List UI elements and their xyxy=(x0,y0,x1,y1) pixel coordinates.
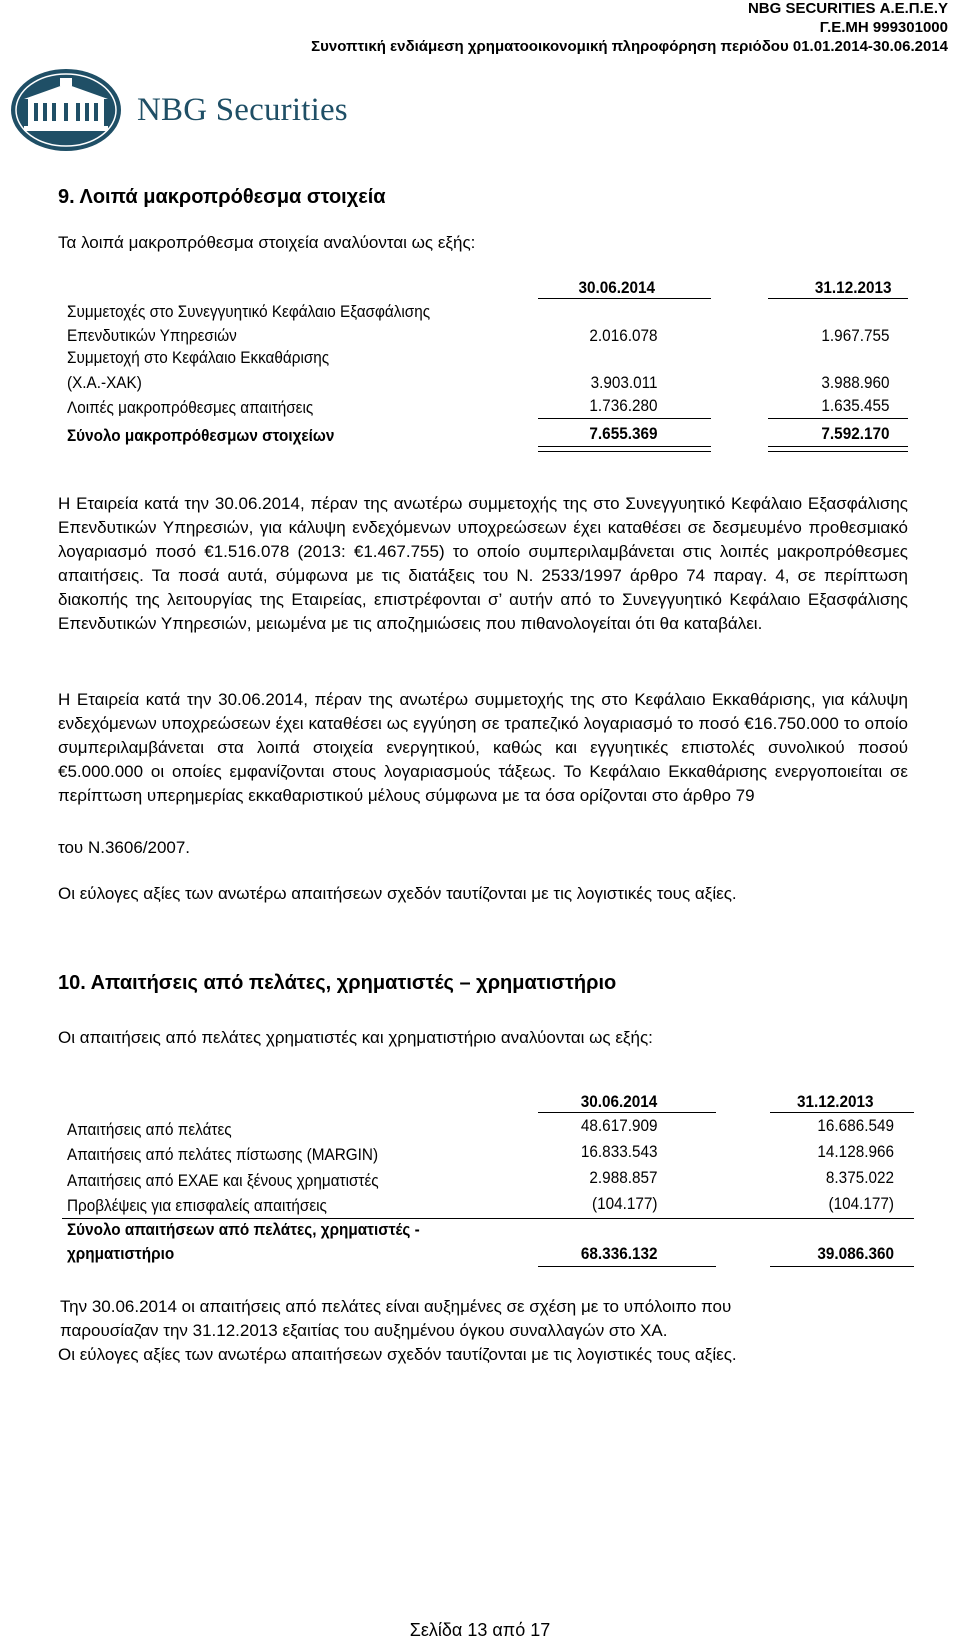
total-double-underline xyxy=(768,446,908,452)
total-label: Σύνολο απαιτήσεων από πελάτες, χρηματιστές - xyxy=(67,1220,420,1239)
header-underline xyxy=(768,298,908,299)
row-value-2013: 3.988.960 xyxy=(821,373,890,392)
header-registry: Γ.Ε.ΜΗ 999301000 xyxy=(819,19,948,36)
row-label: Συμμετοχή στο Κεφάλαιο Εκκαθάρισης xyxy=(67,348,330,367)
row-value-2013: 1.967.755 xyxy=(821,326,890,345)
col-header-2014: 30.06.2014 xyxy=(578,278,656,297)
row-label: Απαιτήσεις από πελάτες xyxy=(67,1120,232,1139)
total-value-2013: 39.086.360 xyxy=(817,1244,894,1263)
row-value-2014: 48.617.909 xyxy=(580,1116,658,1135)
section-9-title: 9. Λοιπά μακροπρόθεσμα στοιχεία xyxy=(58,186,386,208)
row-label: Συμμετοχές στο Συνεγγυητικό Κεφάλαιο Εξασφάλισης xyxy=(67,302,431,321)
row-value-2013: 1.635.455 xyxy=(821,396,890,415)
page-number: Σελίδα 13 από 17 xyxy=(409,1620,551,1640)
row-value-2014: 2.016.078 xyxy=(589,326,658,345)
row-label: Λοιπές μακροπρόθεσμες απαιτήσεις xyxy=(67,398,314,417)
header-company: NBG SECURITIES Α.Ε.Π.Ε.Υ xyxy=(747,0,948,17)
subtotal-underline xyxy=(62,1218,914,1219)
col-header-2013: 31.12.2013 xyxy=(796,1092,874,1111)
row-label: Επενδυτικών Υπηρεσιών xyxy=(67,326,237,345)
section-9-intro: Τα λοιπά μακροπρόθεσμα στοιχεία αναλύονται ως εξής: xyxy=(58,233,476,252)
row-value-2014: 1.736.280 xyxy=(589,396,658,415)
section-9-paragraph-1: Η Εταιρεία κατά την 30.06.2014, πέραν της ανωτέρω συμμετοχής της στο Συνεγγυητικό Κεφάλαιο Εξασφάλισης Επενδυτικών Υπηρεσιών, για κάλυψη ενδεχόμενων υποχρεώσεων έχει καταθέσει σε δεσμευμένο προθεσμιακό λογαριασμό ποσό €1.516.078 (2013: €1.467.755) το οποίο συμπεριλαμβάνεται στις λοιπές μακροπρόθεσμες απαιτήσεις. Τα ποσά αυτά, σύμφωνα με τις διατάξεις του Ν. 2533/1997 άρθρο 74 παραγ. 4, σε περίπτωση διακοπής της λειτουργίας της Εταιρείας, επιστρέφονται σ’ αυτήν από το Συνεγγυητικό Κεφάλαιο Εξασφάλισης Επενδυτικών Υπηρεσιών, μειωμένα με τις αποζημιώσεις που πιθανολογείται ότι θα καταβάλει. xyxy=(58,494,908,633)
row-value-2013: (104.177) xyxy=(828,1194,894,1213)
total-value-2014: 68.336.132 xyxy=(580,1244,658,1263)
header-underline xyxy=(770,1112,914,1113)
section-10-paragraph-2: Οι εύλογες αξίες των ανωτέρω απαιτήσεων σχεδόν ταυτίζονται με τις λογιστικές τους αξίες. xyxy=(58,1345,737,1364)
section-10-intro: Οι απαιτήσεις από πελάτες χρηματιστές και χρηματιστήριο αναλύονται ως εξής: xyxy=(58,1028,653,1047)
subtotal-underline xyxy=(538,418,711,419)
row-value-2013: 16.686.549 xyxy=(817,1116,894,1135)
total-label: Σύνολο μακροπρόθεσμων στοιχείων xyxy=(67,426,335,445)
total-double-underline xyxy=(538,446,711,452)
section-9-paragraph-3: Οι εύλογες αξίες των ανωτέρω απαιτήσεων σχεδόν ταυτίζονται με τις λογιστικές τους αξίες. xyxy=(58,884,737,903)
section-10-title: 10. Απαιτήσεις από πελάτες, χρηματιστές – χρηματιστήριο xyxy=(58,972,617,994)
total-value-2014: 7.655.369 xyxy=(589,424,658,443)
total-label: χρηματιστήριο xyxy=(67,1244,175,1263)
subtotal-underline xyxy=(768,418,908,419)
row-label: Απαιτήσεις από πελάτες πίστωσης (MARGIN) xyxy=(67,1145,379,1164)
section-9-paragraph-2: Η Εταιρεία κατά την 30.06.2014, πέραν της ανωτέρω συμμετοχής της στο Κεφάλαιο Εκκαθάρισης, για κάλυψη ενδεχόμενων υποχρεώσεων έχει καταθέσει ως εγγύηση σε τραπεζικό λογαριασμό το ποσό €16.750.000 το οποίο συμπεριλαμβάνεται στα λοιπά στοιχεία ενεργητικού, καθώς και εγγυητικές επιστολές συνολικού ποσού €5.000.000 οι οποίες εμφανίζονται στους λογαριασμούς τάξεως. Το Κεφάλαιο Εκκαθάρισης ενεργοποιείται σε περίπτωση υπερημερίας εκκαθαριστικού μέλους σύμφωνα με τα όσα ορίζονται στο άρθρο 79 xyxy=(58,690,908,805)
section-10-paragraph-line-1: Την 30.06.2014 οι απαιτήσεις από πελάτες είναι αυξημένες σε σχέση με το υπόλοιπο που xyxy=(60,1297,732,1316)
header-underline xyxy=(538,298,711,299)
total-underline xyxy=(538,1266,716,1267)
row-value-2014: 2.988.857 xyxy=(589,1168,658,1187)
row-label: Απαιτήσεις από ΕΧΑΕ και ξένους χρηματιστές xyxy=(67,1171,379,1190)
row-label: Προβλέψεις για επισφαλείς απαιτήσεις xyxy=(67,1196,327,1215)
col-header-2014: 30.06.2014 xyxy=(580,1092,658,1111)
row-value-2013: 14.128.966 xyxy=(817,1142,894,1161)
row-value-2014: 3.903.011 xyxy=(590,373,658,392)
total-value-2013: 7.592.170 xyxy=(821,424,890,443)
total-underline xyxy=(770,1266,914,1267)
row-value-2014: (104.177) xyxy=(591,1194,658,1213)
header-underline xyxy=(538,1112,716,1113)
row-value-2013: 8.375.022 xyxy=(825,1168,894,1187)
header-report-title: Συνοπτική ενδιάμεση χρηματοοικονομική πληροφόρηση περιόδου 01.01.2014-30.06.2014 xyxy=(311,38,948,55)
col-header-2013: 31.12.2013 xyxy=(814,278,892,297)
row-value-2014: 16.833.543 xyxy=(580,1142,658,1161)
section-9-paragraph-2-end: του Ν.3606/2007. xyxy=(58,838,191,857)
row-label: (Χ.Α.-ΧΑΚ) xyxy=(67,373,142,392)
section-10-paragraph-line-2: παρουσίαζαν την 31.12.2013 εξαιτίας του αυξημένου όγκου συναλλαγών στο ΧΑ. xyxy=(60,1321,668,1340)
bank-building-icon xyxy=(10,68,122,152)
logo-wordmark: NBG Securities xyxy=(137,92,348,128)
